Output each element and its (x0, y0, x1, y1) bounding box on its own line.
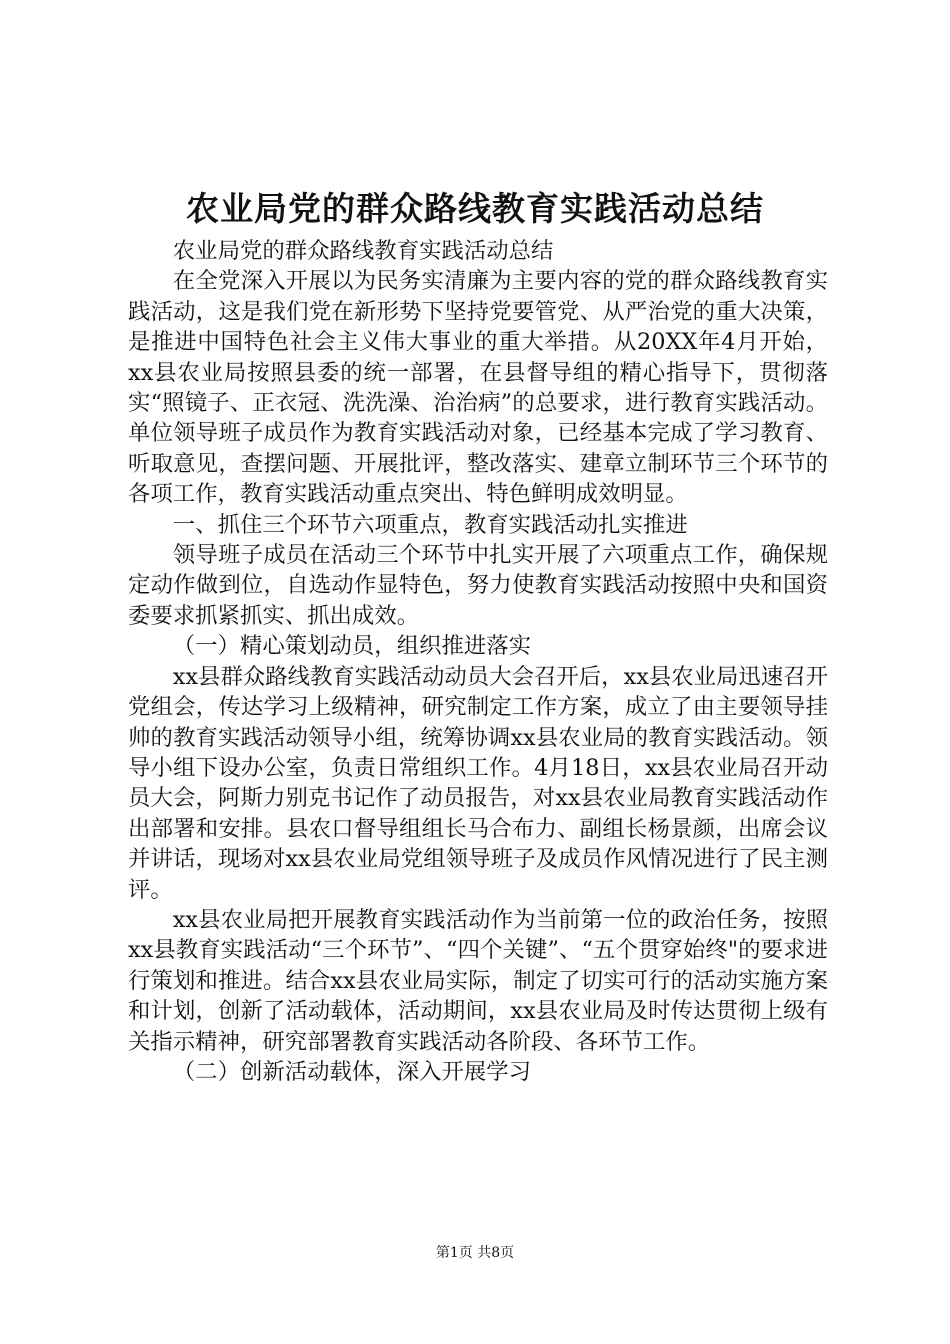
subsection-heading: （二）创新活动载体，深入开展学习 (172, 1058, 532, 1085)
paragraph: xx县农业局把开展教育实践活动作为当前第一位的政治任务，按照xx县教育实践活动“三个环节”、“四个关键”、“五个贯穿始终"的要求进行策划和推进。结合xx县农业局实际，制定了切实可行的活动实施方案和计划，创新了活动载体，活动期间，xx县农业局及时传达贯彻上级有关指示精神，研究部署教育实践活动各阶段、各环节工作。 (128, 906, 828, 1055)
paragraph: 农业局党的群众路线教育实践活动总结 (172, 238, 554, 264)
subsection-heading: （一）精心策划动员，组织推进落实 (172, 633, 532, 660)
paragraph: 领导班子成员在活动三个环节中扎实开展了六项重点工作，确保规定动作做到位，自选动作显特色，努力使教育实践活动按照中央和国资委要求抓紧抓实、抓出成效。 (128, 542, 828, 629)
paragraph: 在全党深入开展以为民务实清廉为主要内容的党的群众路线教育实践活动，这是我们党在新形势下坚持党要管党、从严治党的重大决策，是推进中国特色社会主义伟大事业的重大举措。从20XX年4月开始，xx县农业局按照县委的统一部署，在县督导组的精心指导下，贯彻落实“照镜子、正衣冠、洗洗澡、治治病”的总要求，进行教育实践活动。单位领导班子成员作为教育实践活动对象，已经基本完成了学习教育、听取意见，查摆问题、开展批评，整改落实、建章立制环节三个环节的各项工作，教育实践活动重点突出、特色鲜明成效明显。 (128, 268, 828, 508)
document-title: 农业局党的群众路线教育实践活动总结 (186, 189, 764, 228)
paragraph: xx县群众路线教育实践活动动员大会召开后，xx县农业局迅速召开党组会，传达学习上级精神，研究制定工作方案，成立了由主要领导挂帅的教育实践活动领导小组，统筹协调xx县农业局的教育实践活动。领导小组下设办公室，负责日常组织工作。4月18日，xx县农业局召开动员大会，阿斯力别克书记作了动员报告，对xx县农业局教育实践活动作出部署和安排。县农口督导组组长马合布力、副组长杨景颜，出席会议并讲话，现场对xx县农业局党组领导班子及成员作风情况进行了民主测评。 (128, 663, 828, 903)
page-number-footer: 第1页 共8页 (435, 1245, 515, 1261)
section-heading: 一、抓住三个环节六项重点，教育实践活动扎实推进 (172, 511, 688, 538)
document-body (128, 236, 828, 1087)
